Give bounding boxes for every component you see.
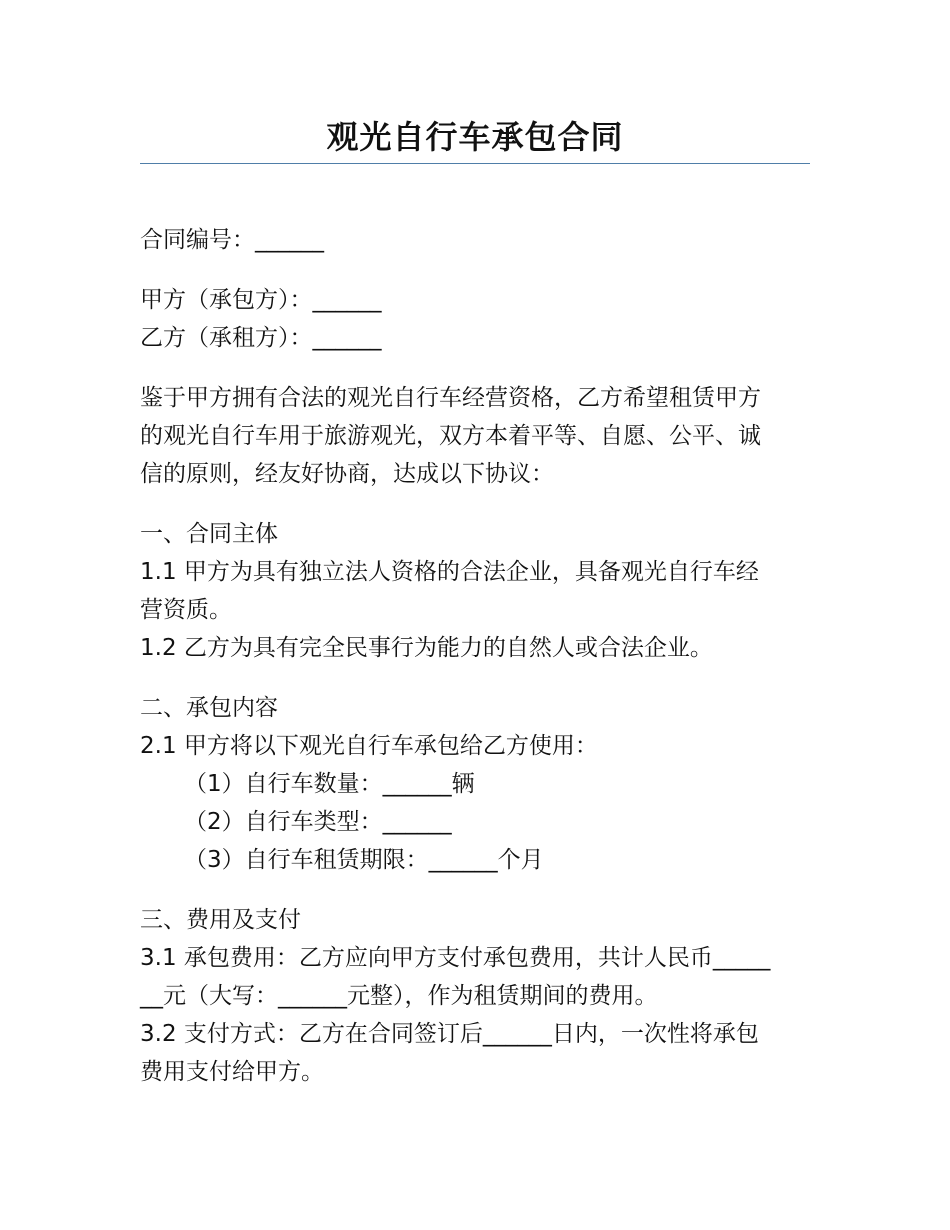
list-item: （1）自行车数量：______辆 [184, 771, 475, 797]
document-title: 观光自行车承包合同 [326, 118, 624, 156]
section-heading-2: 二、承包内容 [140, 695, 278, 721]
list-item: （2）自行车类型：______ [184, 809, 452, 835]
clause-line: 2.1 甲方将以下观光自行车承包给乙方使用： [140, 733, 598, 759]
party-b-line: 乙方（承租方）：______ [140, 325, 382, 351]
contract-number-line: 合同编号：______ [140, 227, 324, 253]
clause-line: __元（大写：______元整），作为租赁期间的费用。 [140, 983, 658, 1009]
clause-line: 3.2 支付方式：乙方在合同签订后______日内，一次性将承包 [140, 1021, 759, 1047]
section-heading-1: 一、合同主体 [140, 521, 278, 547]
preamble-line: 鉴于甲方拥有合法的观光自行车经营资格，乙方希望租赁甲方 [140, 385, 761, 411]
title-divider [140, 163, 810, 164]
list-item: （3）自行车租赁期限：______个月 [184, 847, 544, 873]
clause-line: 费用支付给甲方。 [140, 1059, 324, 1085]
preamble-line: 信的原则，经友好协商，达成以下协议： [140, 461, 554, 487]
clause-line: 营资质。 [140, 597, 232, 623]
contract-body [140, 221, 810, 1091]
clause-line: 1.2 乙方为具有完全民事行为能力的自然人或合法企业。 [140, 635, 713, 661]
clause-line: 1.1 甲方为具有独立法人资格的合法企业，具备观光自行车经 [140, 559, 759, 585]
clause-line: 3.1 承包费用：乙方应向甲方支付承包费用，共计人民币_____ [140, 945, 771, 971]
preamble-line: 的观光自行车用于旅游观光，双方本着平等、自愿、公平、诚 [140, 423, 761, 449]
party-a-line: 甲方（承包方）：______ [140, 287, 382, 313]
section-heading-3: 三、费用及支付 [140, 907, 301, 933]
